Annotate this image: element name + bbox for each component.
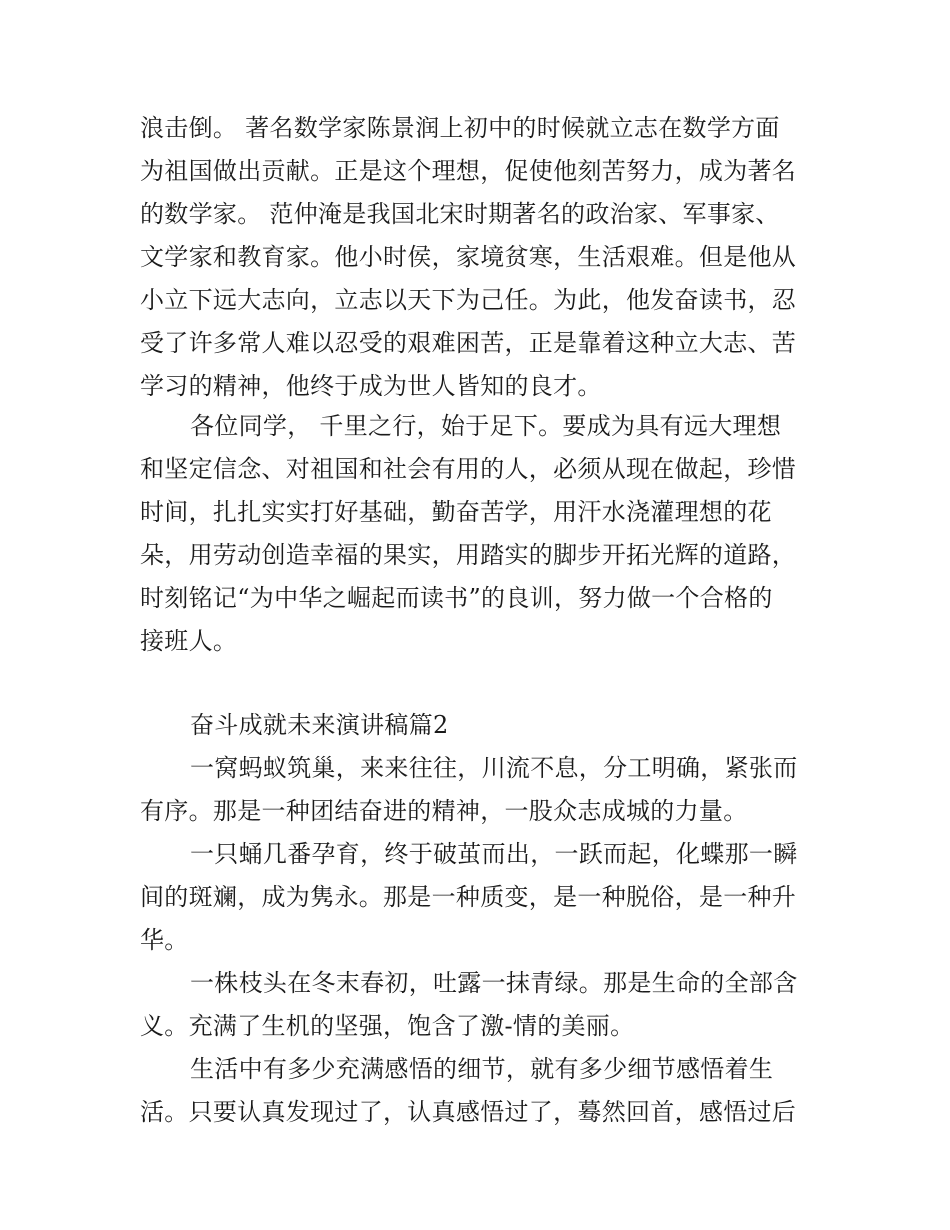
text-line: 一株枝头在冬末春初，吐露一抹青绿。那是生命的全部含 [190, 969, 798, 997]
text-line: 时间，扎扎实实打好基础，勤奋苦学，用汗水浇灌理想的花 [140, 498, 772, 526]
text-line: 华。 [140, 926, 189, 954]
text-line: 活。只要认真发现过了，认真感悟过了，蓦然回首，感悟过后 [140, 1098, 797, 1126]
text-line: 各位同学， 千里之行，始于足下。要成为具有远大理想 [190, 412, 782, 440]
text-line: 生活中有多少充满感悟的细节，就有多少细节感悟着生 [190, 1055, 774, 1083]
text-line: 朵，用劳动创造幸福的果实，用踏实的脚步开拓光辉的道路， [140, 541, 797, 569]
text-line: 义。充满了生机的坚强，饱含了激-情的美丽。 [140, 1012, 635, 1040]
text-line: 文学家和教育家。他小时侯，家境贫寒，生活艰难。但是他从 [140, 243, 797, 271]
text-line: 受了许多常人难以忍受的艰难困苦，正是靠着这种立大志、苦 [140, 329, 797, 357]
text-line: 和坚定信念、对祖国和社会有用的人，必须从现在做起，珍惜 [140, 455, 797, 483]
text-line: 小立下远大志向，立志以天下为己任。为此，他发奋读书，忍 [140, 286, 797, 314]
paragraph-continued [140, 107, 812, 408]
text-line: 一只蛹几番孕育，终于破茧而出，一跃而起，化蝶那一瞬 [190, 840, 798, 868]
speech-section-2 [140, 704, 812, 1134]
text-line: 为祖国做出贡献。正是这个理想，促使他刻苦努力，成为著名 [140, 157, 797, 185]
text-line: 时刻铭记“为中华之崛起而读书”的良训，努力做一个合格的 [140, 584, 773, 612]
text-line: 浪击倒。 著名数学家陈景润上初中的时候就立志在数学方面 [140, 114, 780, 142]
text-line: 学习的精神，他终于成为世人皆知的良才。 [140, 372, 602, 400]
text-line: 有序。那是一种团结奋进的精神，一股众志成城的力量。 [140, 797, 748, 825]
paragraph-classmates [140, 405, 812, 663]
text-line: 间的斑斓，成为隽永。那是一种质变，是一种脱俗，是一种升 [140, 883, 797, 911]
text-line: 的数学家。 范仲淹是我国北宋时期著名的政治家、军事家、 [140, 200, 780, 228]
section-title: 奋斗成就未来演讲稿篇2 [190, 711, 449, 739]
text-line: 接班人。 [140, 627, 238, 655]
text-line: 一窝蚂蚁筑巢，来来往往，川流不息，分工明确，紧张而 [190, 754, 798, 782]
